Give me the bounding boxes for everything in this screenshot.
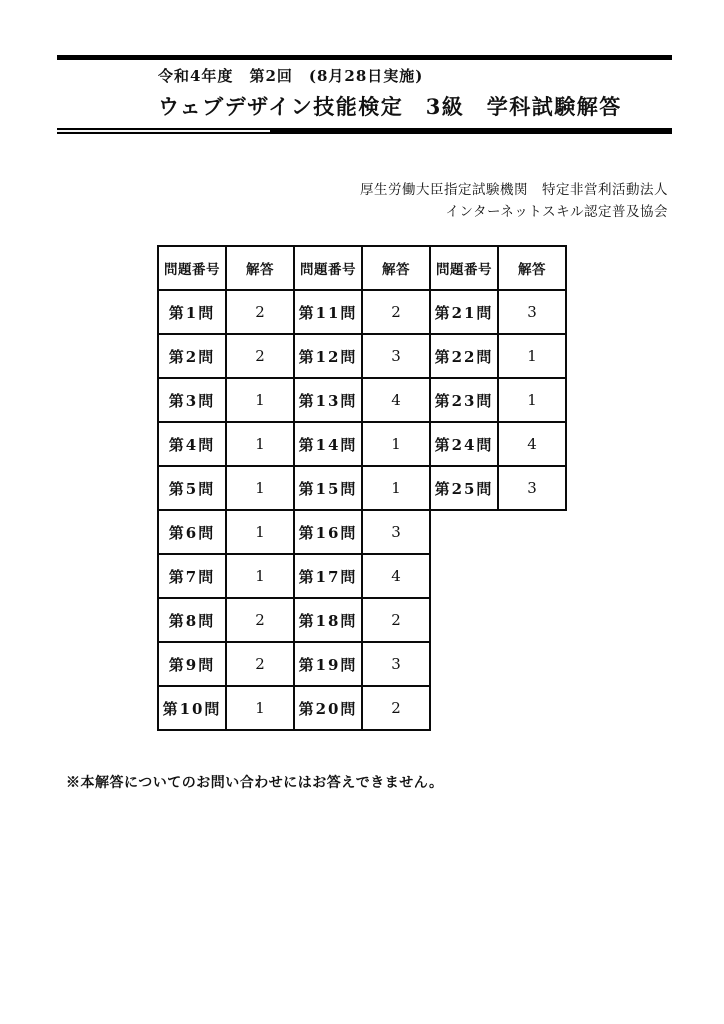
table-row (430, 334, 566, 378)
table-header-row (158, 246, 294, 290)
answer-cell: 3 (498, 466, 566, 510)
answer-cell: 3 (362, 334, 430, 378)
answer-cell: 1 (226, 466, 294, 510)
question-cell: 第2問 (158, 334, 226, 378)
answer-cell: 3 (362, 642, 430, 686)
answers-table-group-3 (429, 245, 567, 511)
organization-block (360, 179, 668, 224)
table-row (294, 554, 430, 598)
question-cell: 第18問 (294, 598, 362, 642)
question-cell: 第19問 (294, 642, 362, 686)
table-row (294, 290, 430, 334)
answer-cell: 1 (362, 422, 430, 466)
table-row (158, 510, 294, 554)
answer-cell: 1 (226, 422, 294, 466)
answer-col-header: 解答 (226, 246, 294, 290)
table-row (430, 290, 566, 334)
table-row (294, 686, 430, 730)
question-cell: 第20問 (294, 686, 362, 730)
question-cell: 第1問 (158, 290, 226, 334)
top-rule (57, 55, 672, 60)
answer-cell: 2 (226, 334, 294, 378)
table-row (158, 334, 294, 378)
answer-cell: 1 (362, 466, 430, 510)
table-row (294, 466, 430, 510)
question-cell: 第14問 (294, 422, 362, 466)
table-row (158, 290, 294, 334)
question-cell: 第3問 (158, 378, 226, 422)
question-cell: 第10問 (158, 686, 226, 730)
table-header-row (294, 246, 430, 290)
answers-table (157, 245, 567, 731)
exam-session-line: 令和4年度 第2回 (8月28日実施) (158, 67, 424, 85)
document-header (158, 66, 622, 119)
question-cell: 第7問 (158, 554, 226, 598)
answer-cell: 4 (498, 422, 566, 466)
question-cell: 第25問 (430, 466, 498, 510)
question-cell: 第17問 (294, 554, 362, 598)
question-cell: 第5問 (158, 466, 226, 510)
answer-cell: 1 (226, 510, 294, 554)
answer-col-header: 解答 (498, 246, 566, 290)
answer-cell: 4 (362, 554, 430, 598)
answer-cell: 2 (226, 290, 294, 334)
answer-cell: 2 (362, 686, 430, 730)
answer-cell: 3 (362, 510, 430, 554)
organization-line1: 厚生労働大臣指定試験機関 特定非営利活動法人 (360, 182, 668, 198)
table-row (294, 334, 430, 378)
answer-cell: 1 (226, 686, 294, 730)
table-header-row (430, 246, 566, 290)
question-cell: 第11問 (294, 290, 362, 334)
table-row (158, 466, 294, 510)
organization-line2: インターネットスキル認定普及協会 (445, 204, 668, 221)
question-col-header: 問題番号 (430, 246, 498, 290)
answer-col-header: 解答 (362, 246, 430, 290)
answer-cell: 1 (498, 334, 566, 378)
question-cell: 第6問 (158, 510, 226, 554)
footer-note: ※本解答についてのお問い合わせにはお答えできません。 (66, 775, 444, 791)
question-cell: 第16問 (294, 510, 362, 554)
question-cell: 第24問 (430, 422, 498, 466)
question-col-header: 問題番号 (294, 246, 362, 290)
table-row (294, 598, 430, 642)
question-cell: 第8問 (158, 598, 226, 642)
answers-table-group-1 (157, 245, 295, 731)
answer-cell: 2 (226, 642, 294, 686)
answer-cell: 2 (362, 598, 430, 642)
answer-cell: 2 (226, 598, 294, 642)
question-cell: 第15問 (294, 466, 362, 510)
question-cell: 第12問 (294, 334, 362, 378)
table-row (430, 422, 566, 466)
table-row (430, 466, 566, 510)
table-row (158, 598, 294, 642)
table-row (158, 422, 294, 466)
answers-table-group-2 (293, 245, 431, 731)
answer-cell: 1 (498, 378, 566, 422)
table-row (294, 378, 430, 422)
question-cell: 第23問 (430, 378, 498, 422)
table-row (158, 642, 294, 686)
question-cell: 第22問 (430, 334, 498, 378)
question-cell: 第9問 (158, 642, 226, 686)
question-cell: 第13問 (294, 378, 362, 422)
answer-cell: 4 (362, 378, 430, 422)
table-row (158, 686, 294, 730)
table-row (294, 642, 430, 686)
header-underline-rule (57, 128, 672, 134)
answer-cell: 1 (226, 554, 294, 598)
question-cell: 第4問 (158, 422, 226, 466)
table-row (158, 554, 294, 598)
exam-title: ウェブデザイン技能検定 3級 学科試験解答 (158, 94, 622, 119)
answer-cell: 2 (362, 290, 430, 334)
answer-cell: 3 (498, 290, 566, 334)
table-row (294, 510, 430, 554)
table-row (294, 422, 430, 466)
question-cell: 第21問 (430, 290, 498, 334)
table-row (158, 378, 294, 422)
table-row (430, 378, 566, 422)
answer-cell: 1 (226, 378, 294, 422)
question-col-header: 問題番号 (158, 246, 226, 290)
